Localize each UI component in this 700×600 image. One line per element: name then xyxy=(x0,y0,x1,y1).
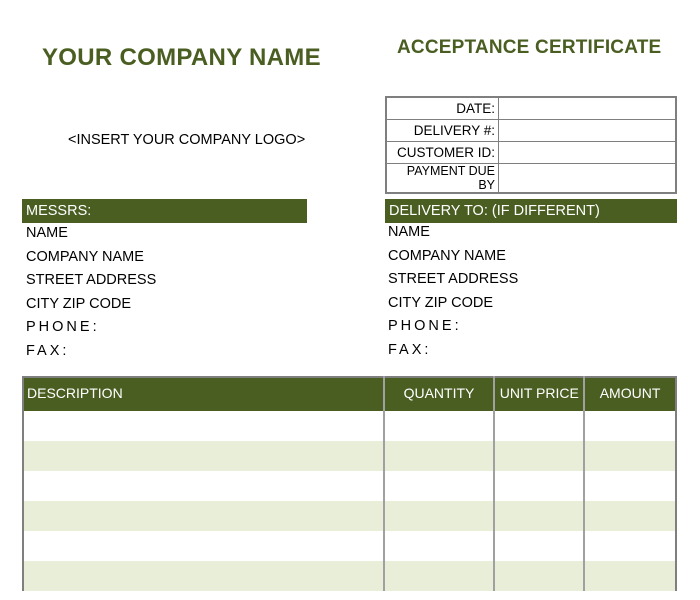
description-column-header: DESCRIPTION xyxy=(23,377,384,411)
logo-placeholder: <INSERT YOUR COMPANY LOGO> xyxy=(68,132,306,148)
delivery-fax[interactable]: FAX: xyxy=(388,341,432,358)
description-cell[interactable] xyxy=(23,561,384,591)
messrs-phone[interactable]: PHONE: xyxy=(26,319,100,335)
messrs-heading: MESSRS: xyxy=(22,199,307,223)
amount-cell[interactable] xyxy=(584,441,676,471)
table-row xyxy=(23,531,676,561)
table-row xyxy=(23,501,676,531)
meta-row-date xyxy=(386,97,676,120)
unit-price-cell[interactable] xyxy=(494,411,584,441)
description-cell[interactable] xyxy=(23,411,384,441)
amount-column-header: AMOUNT xyxy=(584,377,676,411)
delivery-city-zip[interactable]: CITY ZIP CODE xyxy=(388,294,494,311)
quantity-cell[interactable] xyxy=(384,441,495,471)
amount-cell[interactable] xyxy=(584,531,676,561)
amount-cell[interactable] xyxy=(584,501,676,531)
unit-price-cell[interactable] xyxy=(494,471,584,501)
description-cell[interactable] xyxy=(23,471,384,501)
date-field[interactable] xyxy=(499,97,677,120)
meta-row-delivery xyxy=(386,120,676,142)
quantity-cell[interactable] xyxy=(384,501,495,531)
delivery-heading: DELIVERY TO: (IF DIFFERENT) xyxy=(385,199,677,223)
date-label: DATE: xyxy=(386,97,499,120)
table-row xyxy=(23,561,676,591)
amount-cell[interactable] xyxy=(584,471,676,501)
messrs-address xyxy=(26,222,156,363)
meta-table xyxy=(385,96,677,194)
amount-cell[interactable] xyxy=(584,411,676,441)
payment-due-field[interactable] xyxy=(499,164,677,194)
customer-id-field[interactable] xyxy=(499,142,677,164)
customer-id-label: CUSTOMER ID: xyxy=(386,142,499,164)
delivery-address xyxy=(388,221,518,362)
items-table xyxy=(22,376,677,591)
messrs-name[interactable]: NAME xyxy=(26,225,68,241)
delivery-company-name[interactable]: COMPANY NAME xyxy=(388,247,506,264)
table-row xyxy=(23,411,676,441)
messrs-fax[interactable]: FAX: xyxy=(26,342,70,359)
quantity-cell[interactable] xyxy=(384,471,495,501)
quantity-cell[interactable] xyxy=(384,561,495,591)
table-row xyxy=(23,471,676,501)
messrs-city-zip[interactable]: CITY ZIP CODE xyxy=(26,295,132,312)
delivery-number-field[interactable] xyxy=(499,120,677,142)
amount-cell[interactable] xyxy=(584,561,676,591)
unit-price-cell[interactable] xyxy=(494,501,584,531)
unit-price-cell[interactable] xyxy=(494,441,584,471)
company-name: YOUR COMPANY NAME xyxy=(42,44,321,71)
quantity-cell[interactable] xyxy=(384,531,495,561)
messrs-company-name[interactable]: COMPANY NAME xyxy=(26,248,144,265)
delivery-street-address[interactable]: STREET ADDRESS xyxy=(388,271,519,287)
quantity-cell[interactable] xyxy=(384,411,495,441)
items-header-row xyxy=(23,377,676,411)
delivery-number-label: DELIVERY #: xyxy=(386,120,499,142)
description-cell[interactable] xyxy=(23,501,384,531)
unit-price-column-header: UNIT PRICE xyxy=(494,377,584,411)
meta-row-payment xyxy=(386,164,676,194)
delivery-phone[interactable]: PHONE: xyxy=(388,318,462,334)
unit-price-cell[interactable] xyxy=(494,531,584,561)
document-title: ACCEPTANCE CERTIFICATE xyxy=(397,37,662,58)
description-cell[interactable] xyxy=(23,531,384,561)
payment-due-label: PAYMENT DUE BY xyxy=(386,164,499,194)
quantity-column-header: QUANTITY xyxy=(384,377,495,411)
meta-row-customer xyxy=(386,142,676,164)
unit-price-cell[interactable] xyxy=(494,561,584,591)
table-row xyxy=(23,441,676,471)
messrs-street-address[interactable]: STREET ADDRESS xyxy=(26,272,157,288)
description-cell[interactable] xyxy=(23,441,384,471)
delivery-name[interactable]: NAME xyxy=(388,224,430,240)
